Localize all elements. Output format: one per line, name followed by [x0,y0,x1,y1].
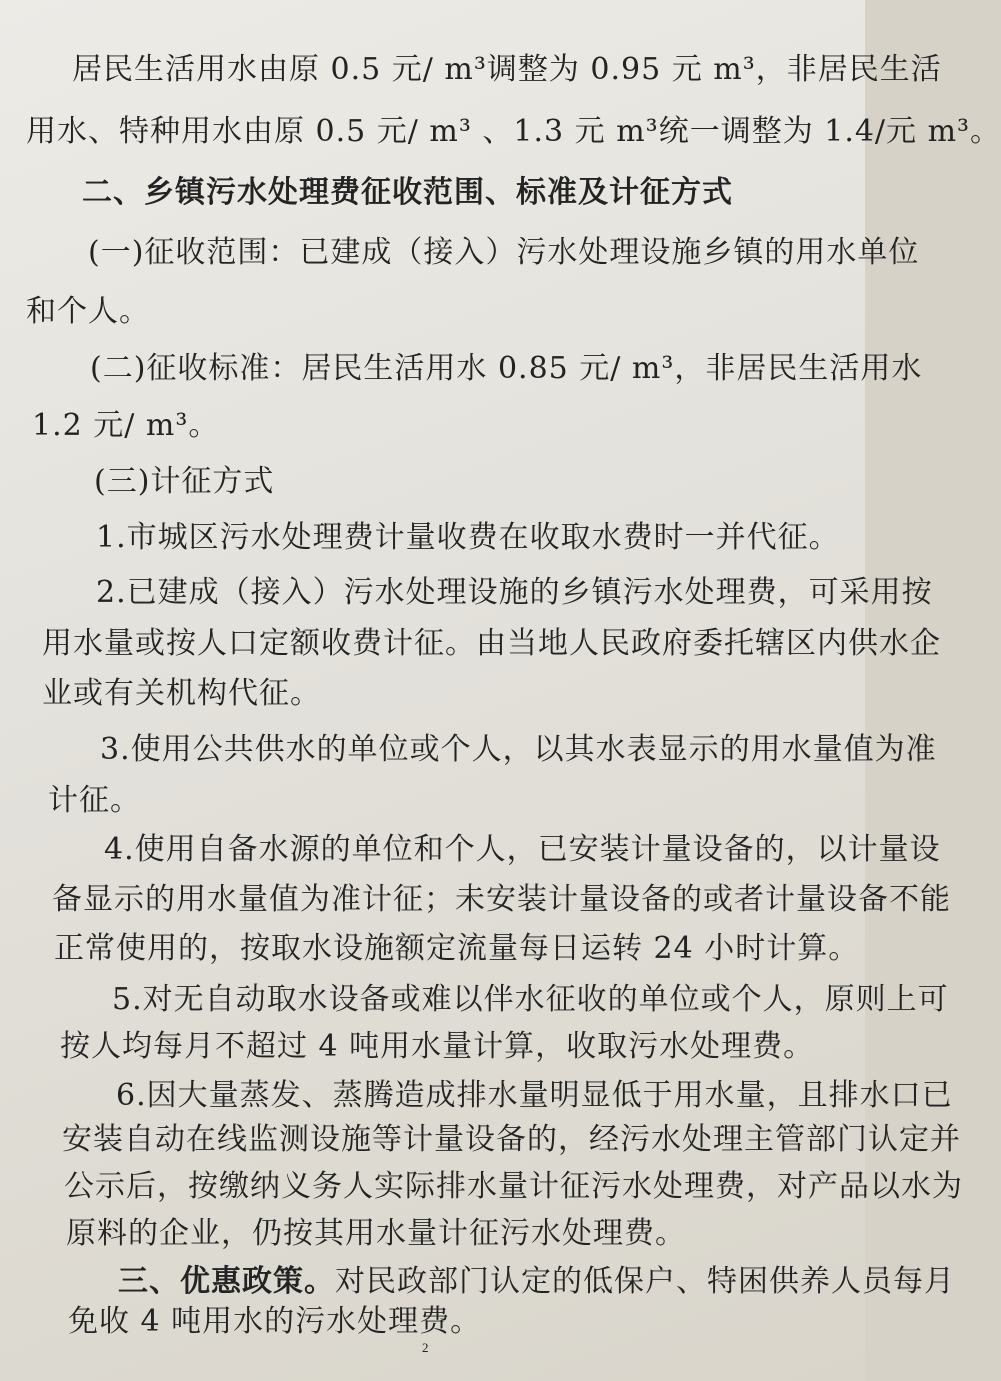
text-line: 安装自动在线监测设施等计量设备的，经污水处理主管部门认定并 [62,1122,961,1157]
text-line: 2.已建成（接入）污水处理设施的乡镇污水处理费，可采用按 [96,575,933,610]
text-line: 居民生活用水由原 0.5 元/ m³调整为 0.95 元 m³，非居民生活 [72,52,942,87]
text-line: 原料的企业，仍按其用水量计征污水处理费。 [66,1216,686,1251]
text-line: 用水、特种用水由原 0.5 元/ m³ 、1.3 元 m³统一调整为 1.4/元 m³。 [26,114,1001,149]
text-line: 和个人。 [26,294,150,329]
text-line: 正常使用的，按取水设施额定流量每日运转 24 小时计算。 [54,931,860,966]
text-line: 1.2 元/ m³。 [32,408,220,443]
text-line: 业或有关机构代征。 [42,676,321,711]
text-line: 3.使用公共供水的单位或个人，以其水表显示的用水量值为准 [100,732,937,767]
subheading: (三)计征方式 [94,464,275,499]
text-segment: 对民政部门认定的低保户、特困供养人员每月 [335,1264,955,1299]
text-line: 按人均每月不超过 4 吨用水量计算，收取污水处理费。 [60,1029,815,1064]
text-line: 1.市城区污水处理费计量收费在收取水费时一并代征。 [96,520,840,555]
text-line: 免收 4 吨用水的污水处理费。 [68,1304,482,1339]
text-line: (一)征收范围：已建成（接入）污水处理设施乡镇的用水单位 [88,235,920,270]
text-line: 6.因大量蒸发、蒸腾造成排水量明显低于用水量，且排水口已 [116,1078,953,1113]
text-line [118,1262,955,1302]
text-line: 用水量或按人口定额收费计征。由当地人民政府委托辖区内供水企 [42,626,941,661]
section-heading: 三、优惠政策。 [118,1264,335,1299]
section-heading: 二、乡镇污水处理费征收范围、标准及计征方式 [82,175,733,210]
text-line: 计征。 [48,783,141,818]
text-line: (二)征收标准：居民生活用水 0.85 元/ m³，非居民生活用水 [90,351,923,386]
text-line: 5.对无自动取水设备或难以伴水征收的单位或个人，原则上可 [112,982,949,1017]
page-number: 2 [422,1340,429,1355]
text-line: 4.使用自备水源的单位和个人，已安装计量设备的，以计量设 [104,832,941,867]
text-line: 备显示的用水量值为准计征；未安装计量设备的或者计量设备不能 [52,882,951,917]
text-line: 公示后，按缴纳义务人实际排水量计征污水处理费，对产品以水为 [64,1169,963,1204]
